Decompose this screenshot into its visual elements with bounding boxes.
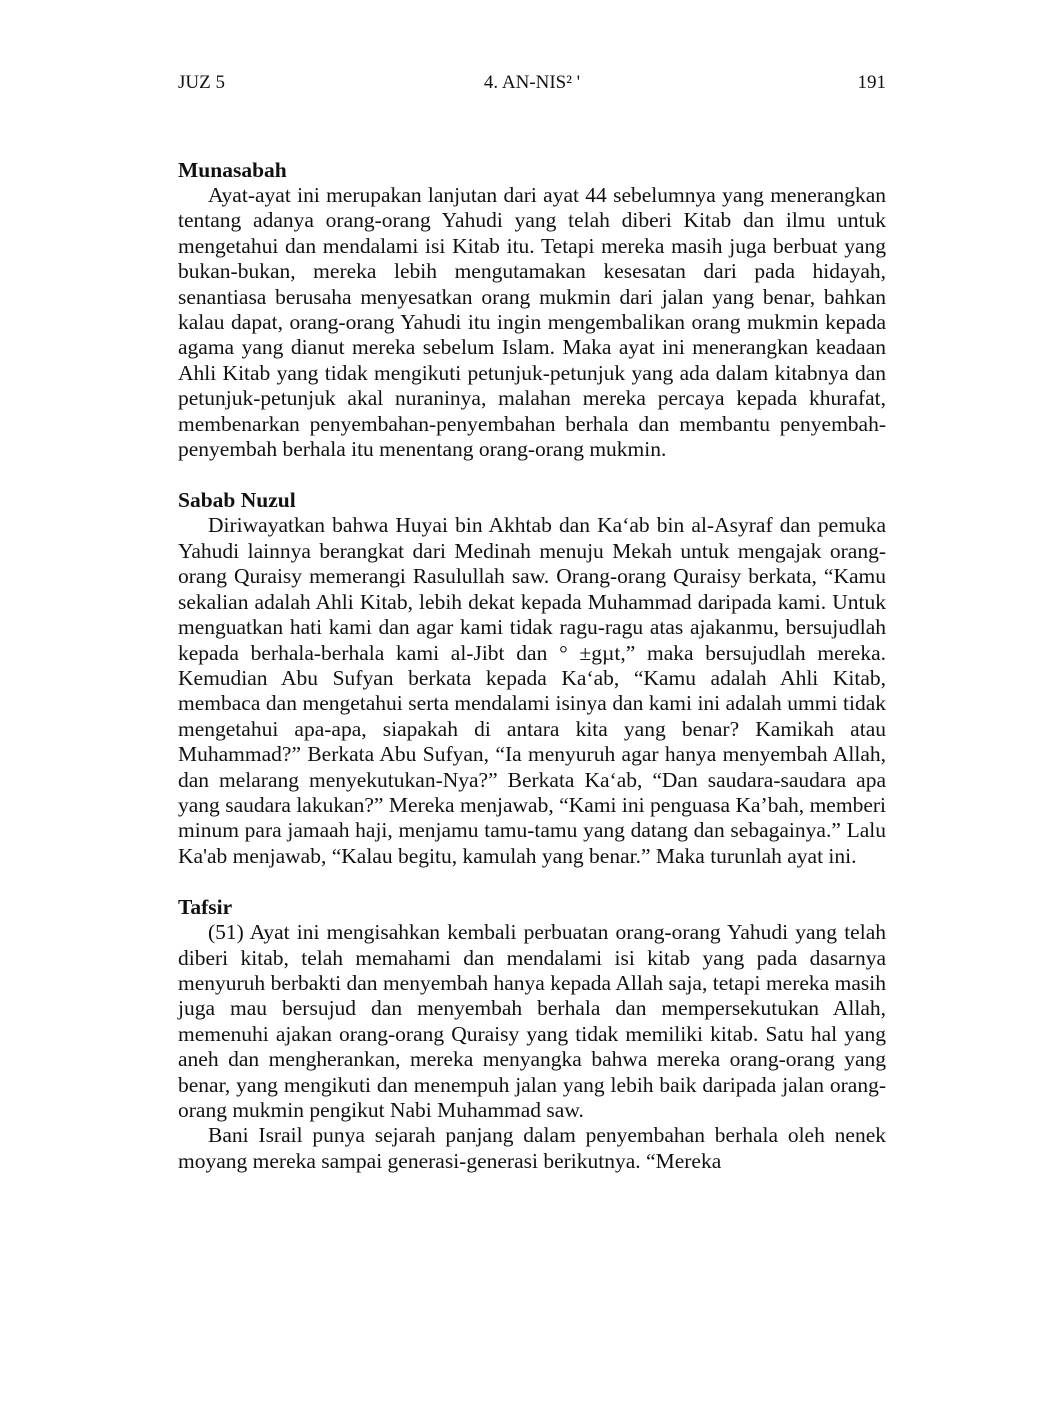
paragraph: (51) Ayat ini mengisahkan kembali perbuatan orang-orang Yahudi yang telah diberi kitab, telah memahami dan mendalami isi kitab yang pada dasarnya menyuruh berbakti dan menyembah hanya kepada Allah saja, tetapi mereka masih juga mau bersujud dan menyembah berhala dan mempersekutukan Allah, memenuhi ajakan orang-orang Quraisy yang tidak memiliki kitab. Satu hal yang aneh dan mengherankan, mereka menyangka bahwa mereka orang-orang yang benar, yang mengikuti dan menempuh jalan yang lebih baik daripada jalan orang-orang mukmin pengikut Nabi Muhammad saw.: [178, 920, 886, 1122]
page-header: [178, 72, 886, 100]
surah-title: 4. AN-NIS² ': [483, 72, 581, 93]
section-sabab-nuzul: [178, 487, 886, 869]
section-tafsir: [178, 894, 886, 1174]
juz-label: JUZ 5: [178, 72, 225, 93]
paragraph: Diriwayatkan bahwa Huyai bin Akhtab dan Ka‘ab bin al-Asyraf dan pemuka Yahudi lainnya berangkat dari Medinah menuju Mekah untuk mengajak orang-orang Quraisy memerangi Rasulullah saw. Orang-orang Quraisy berkata, “Kamu sekalian adalah Ahli Kitab, lebih dekat kepada Muhammad daripada kami. Untuk menguatkan hati kami dan agar kami tidak ragu-ragu atas ajakanmu, bersujudlah kepada berhala-berhala kami al-Jibt dan ° ±gµt,” maka bersujudlah mereka. Kemudian Abu Sufyan berkata kepada Ka‘ab, “Kamu adalah Ahli Kitab, membaca dan mengetahui serta mendalami isinya dan kami ini adalah ummi tidak mengetahui apa-apa, siapakah di antara kita yang benar? Kamikah atau Muhammad?” Berkata Abu Sufyan, “Ia menyuruh agar hanya menyembah Allah, dan melarang menyekutukan-Nya?” Berkata Ka‘ab, “Dan saudara-saudara apa yang saudara lakukan?” Mereka menjawab, “Kami ini penguasa Ka’bah, memberi minum para jamaah haji, menjamu tamu-tamu yang datang dan sebagainya.” Lalu Ka'ab menjawab, “Kalau begitu, kamulah yang benar.” Maka turunlah ayat ini.: [178, 513, 886, 868]
page-number: 191: [857, 72, 886, 93]
section-heading: Sabab Nuzul: [178, 488, 296, 513]
paragraph: Bani Israil punya sejarah panjang dalam penyembahan berhala oleh nenek moyang mereka sampai generasi-generasi berikutnya. “Mereka: [178, 1123, 886, 1173]
section-munasabah: [178, 157, 886, 462]
paragraph: Ayat-ayat ini merupakan lanjutan dari ayat 44 sebelumnya yang menerangkan tentang adanya orang-orang Yahudi yang telah diberi Kitab dan ilmu untuk mengetahui dan mendalami isi Kitab itu. Tetapi mereka masih juga berbuat yang bukan-bukan, mereka lebih mengutamakan kesesatan dari pada hidayah, senantiasa berusaha menyesatkan orang mukmin dari jalan yang benar, bahkan kalau dapat, orang-orang Yahudi itu ingin mengembalikan orang mukmin kepada agama yang dianut mereka sebelum Islam. Maka ayat ini menerangkan keadaan Ahli Kitab yang tidak mengikuti petunjuk-petunjuk yang ada dalam kitabnya dan petunjuk-petunjuk akal nuraninya, malahan mereka percaya kepada khurafat, membenarkan penyembahan-penyembahan berhala dan membantu penyembah-penyembah berhala itu menentang orang-orang mukmin.: [178, 183, 886, 462]
section-heading: Munasabah: [178, 158, 287, 182]
page-body: [178, 157, 886, 1174]
section-heading: Tafsir: [178, 895, 233, 920]
